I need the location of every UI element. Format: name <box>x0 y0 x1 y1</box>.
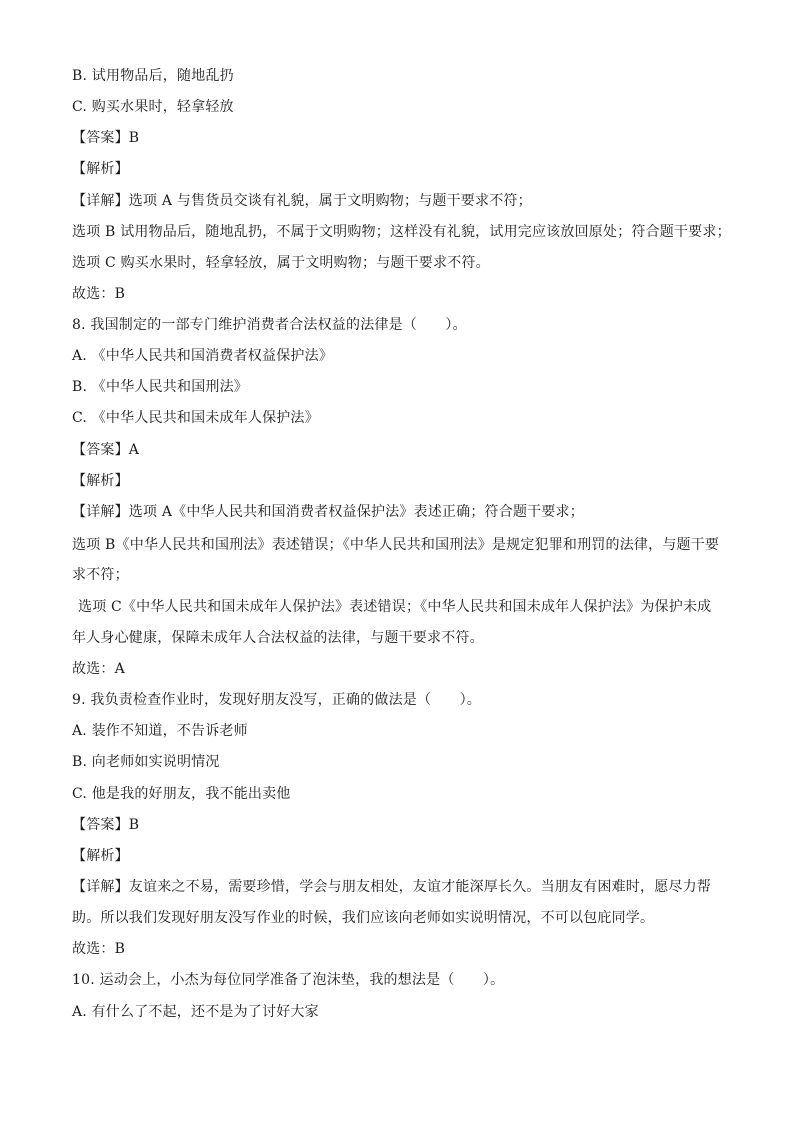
question-9: 9. 我负责检查作业时，发现好朋友没写，正确的做法是（ ）。 <box>72 692 482 708</box>
option-a-q8: A. 《中华人民共和国消费者权益保护法》 <box>72 348 334 364</box>
option-b-q8: B. 《中华人民共和国刑法》 <box>72 379 248 395</box>
detail-q7-line-3: 选项 C 购买水果时，轻拿轻放，属于文明购物；与题干要求不符。 <box>72 255 490 271</box>
answer-q8: 【答案】A <box>72 442 140 458</box>
detail-q8-line-4: 选项 C《中华人民共和国未成年人保护法》表述错误；《中华人民共和国未成年人保护法》为保护未成 <box>78 599 712 615</box>
detail-q9-line-2: 助。所以我们发现好朋友没写作业的时候，我们应该向老师如实说明情况，不可以包庇同学。 <box>72 910 655 926</box>
choice-q8: 故选：A <box>72 661 125 677</box>
option-c-q8: C. 《中华人民共和国未成年人保护法》 <box>72 410 319 426</box>
option-c-q9: C. 他是我的好朋友，我不能出卖他 <box>72 786 291 802</box>
detail-q8-line-1: 【详解】选项 A《中华人民共和国消费者权益保护法》表述正确；符合题干要求； <box>72 504 584 520</box>
detail-q8-line-5: 年人身心健康，保障未成年人合法权益的法律，与题干要求不符。 <box>72 630 484 646</box>
detail-q9-line-1: 【详解】友谊来之不易，需要珍惜，学会与朋友相处，友谊才能深厚长久。当朋友有困难时，愿尽力帮 <box>72 879 711 895</box>
question-8: 8. 我国制定的一部专门维护消费者合法权益的法律是（ ）。 <box>72 317 467 333</box>
answer-q7: 【答案】B <box>72 130 140 146</box>
analysis-label-q7: 【解析】 <box>72 161 129 177</box>
option-a-q10: A. 有什么了不起，还不是为了讨好大家 <box>72 1004 319 1020</box>
option-b-q9: B. 向老师如实说明情况 <box>72 754 220 770</box>
detail-q7-line-1: 【详解】选项 A 与售货员交谈有礼貌，属于文明购物；与题干要求不符； <box>72 193 532 209</box>
detail-q8-line-2: 选项 B《中华人民共和国刑法》表述错误；《中华人民共和国刑法》是规定犯罪和刑罚的法律，与题干要 <box>72 537 720 553</box>
analysis-label-q9: 【解析】 <box>72 848 129 864</box>
choice-q7: 故选：B <box>72 286 126 302</box>
answer-q9: 【答案】B <box>72 817 140 833</box>
option-a-q9: A. 装作不知道，不告诉老师 <box>72 723 248 739</box>
choice-q9: 故选：B <box>72 941 126 957</box>
detail-q7-line-2: 选项 B 试用物品后，随地乱扔，不属于文明购物；这样没有礼貌，试用完应该放回原处；符合题干要求； <box>72 224 731 240</box>
option-b-q7: B. 试用物品后，随地乱扔 <box>72 68 234 84</box>
detail-q8-line-3: 求不符； <box>72 567 129 583</box>
question-10: 10. 运动会上，小杰为每位同学准备了泡沫垫，我的想法是（ ）。 <box>72 972 505 988</box>
option-c-q7: C. 购买水果时，轻拿轻放 <box>72 99 234 115</box>
analysis-label-q8: 【解析】 <box>72 473 129 489</box>
